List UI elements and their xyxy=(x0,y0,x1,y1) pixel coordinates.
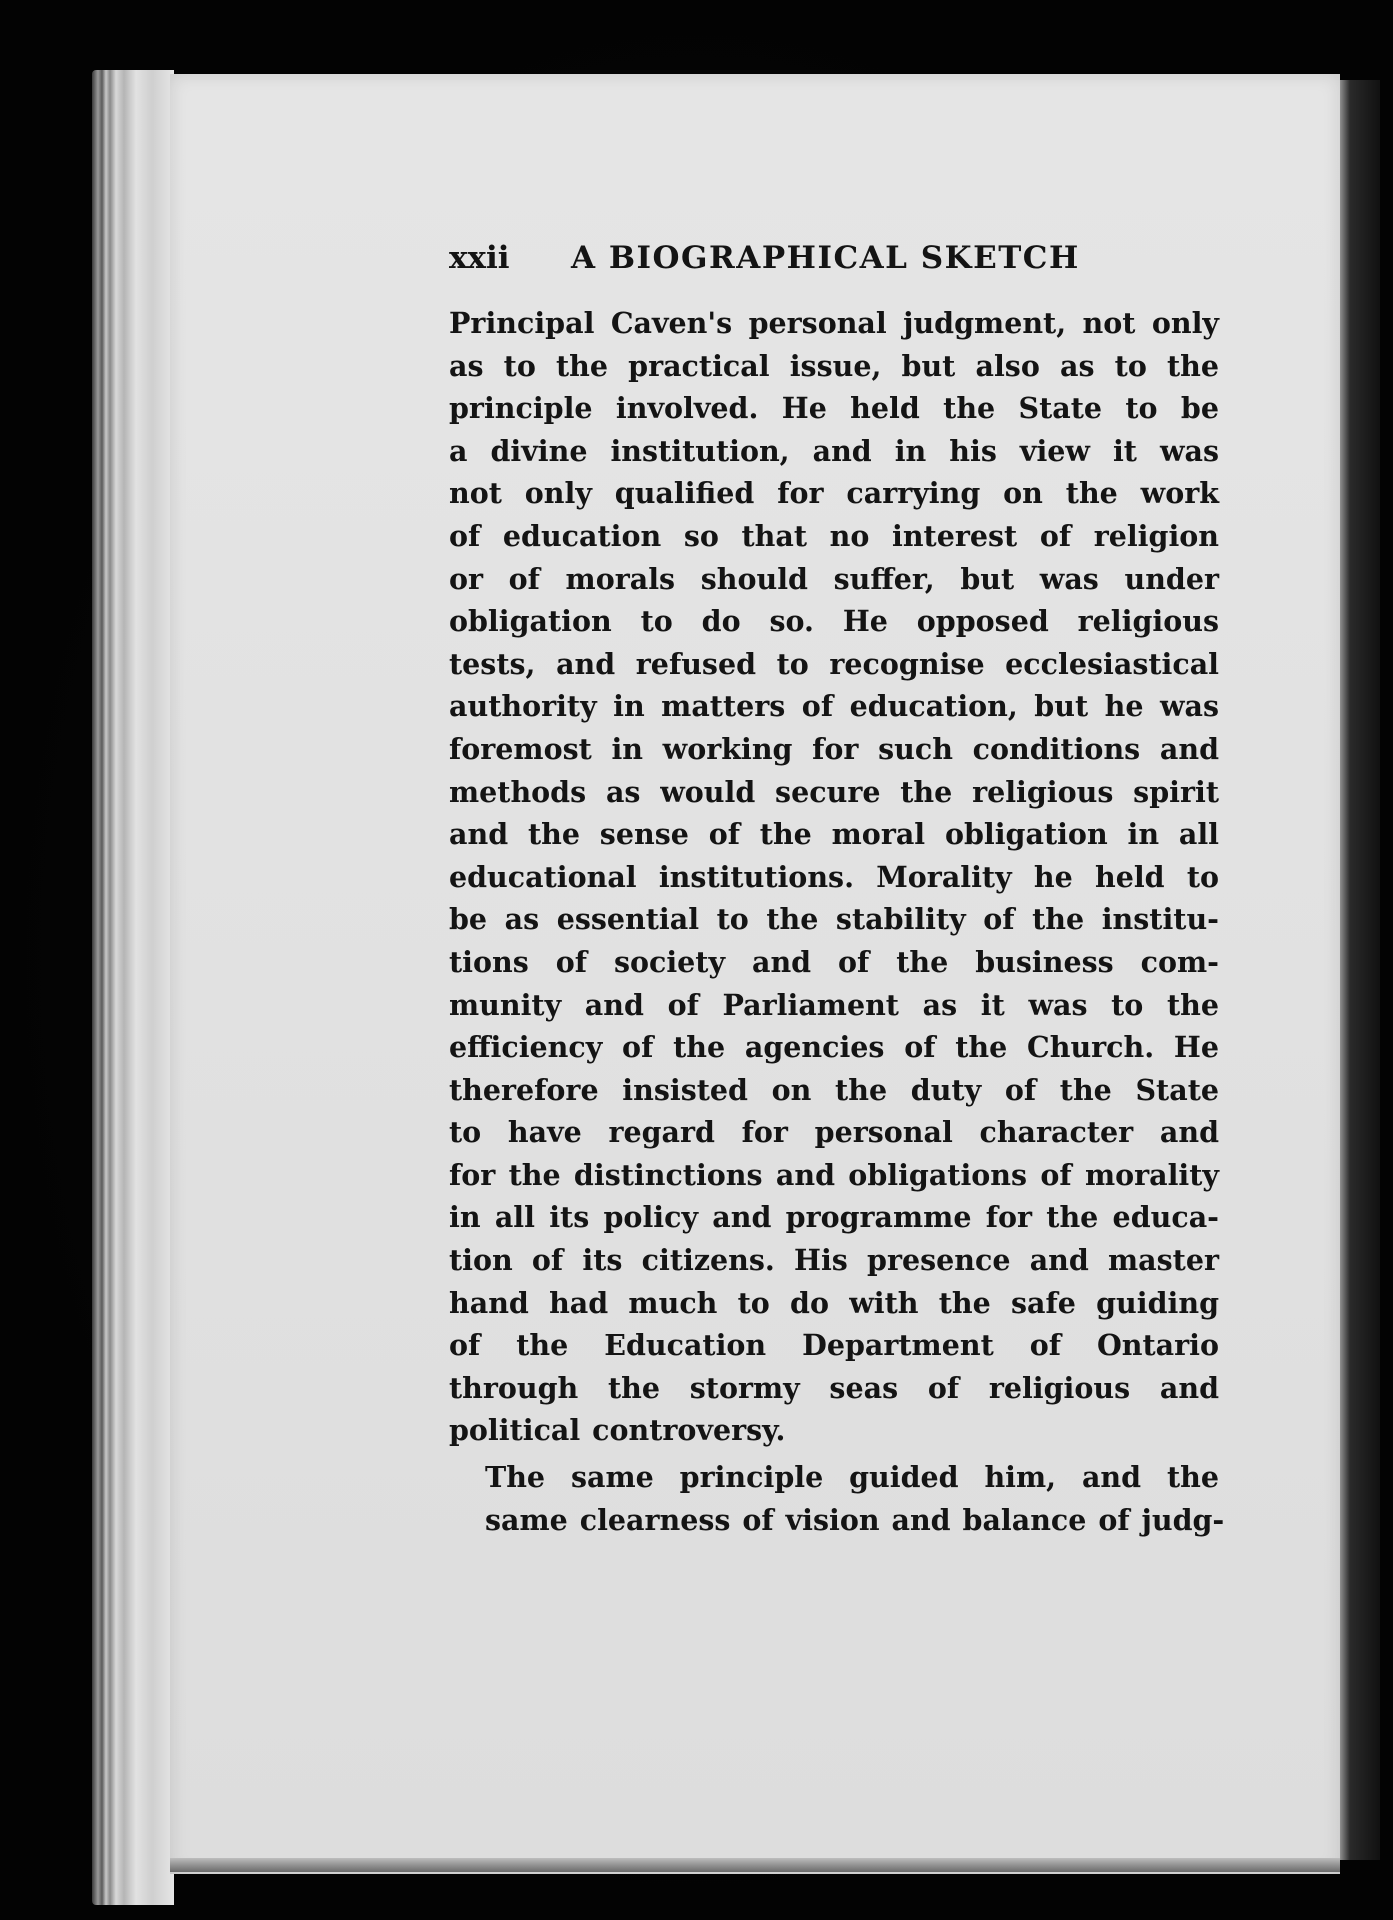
text-line: or of morals should suffer, but was under xyxy=(449,561,1219,596)
text-line: tions of society and of the business com- xyxy=(449,944,1219,979)
text-line: not only qualified for carrying on the work xyxy=(449,476,1219,511)
text-line: same clearness of vision and balance of judg- xyxy=(485,1502,1225,1537)
body-text xyxy=(449,302,1225,1541)
text-line: The same principle guided him, and the xyxy=(485,1460,1219,1495)
text-line: Principal Caven's personal judgment, not only xyxy=(449,306,1219,340)
paragraph-2 xyxy=(449,1456,1225,1541)
text-line: political controversy. xyxy=(449,1413,786,1448)
text-line: hand had much to do with the safe guiding xyxy=(449,1285,1219,1320)
text-line: munity and of Parliament as it was to the xyxy=(449,987,1219,1022)
text-line: of education so that no interest of religion xyxy=(449,518,1219,553)
text-line: authority in matters of education, but he was xyxy=(449,689,1219,724)
running-title: A BIOGRAPHICAL SKETCH xyxy=(571,240,1080,276)
text-line: of the Education Department of Ontario xyxy=(449,1328,1219,1363)
text-line: foremost in working for such conditions and xyxy=(449,731,1219,766)
facing-page-edge xyxy=(1340,80,1380,1860)
text-line: principle involved. He held the State to be xyxy=(449,391,1219,426)
text-line: educational institutions. Morality he held to xyxy=(449,859,1219,894)
text-line: for the distinctions and obligations of morality xyxy=(449,1157,1219,1192)
text-line: a divine institution, and in his view it was xyxy=(449,433,1219,468)
text-line: be as essential to the stability of the institu- xyxy=(449,902,1219,937)
text-line: methods as would secure the religious spirit xyxy=(449,774,1219,809)
text-line: as to the practical issue, but also as to the xyxy=(449,348,1219,383)
page-bottom-edge xyxy=(170,1858,1340,1872)
page-content xyxy=(449,240,1225,1541)
running-head xyxy=(449,240,1219,280)
text-line: and the sense of the moral obligation in all xyxy=(449,817,1219,852)
book-spine xyxy=(92,70,174,1905)
text-line: tests, and refused to recognise ecclesiastical xyxy=(449,646,1219,681)
text-line: efficiency of the agencies of the Church. He xyxy=(449,1030,1219,1065)
text-line: through the stormy seas of religious and xyxy=(449,1370,1219,1405)
text-line: therefore insisted on the duty of the State xyxy=(449,1072,1219,1107)
text-line: tion of its citizens. His presence and master xyxy=(449,1243,1219,1278)
text-line: in all its policy and programme for the educa- xyxy=(449,1200,1219,1235)
page-number: xxii xyxy=(449,240,510,276)
paragraph-1 xyxy=(449,302,1219,1452)
text-line: to have regard for personal character and xyxy=(449,1115,1219,1150)
text-line: obligation to do so. He opposed religious xyxy=(449,604,1219,639)
